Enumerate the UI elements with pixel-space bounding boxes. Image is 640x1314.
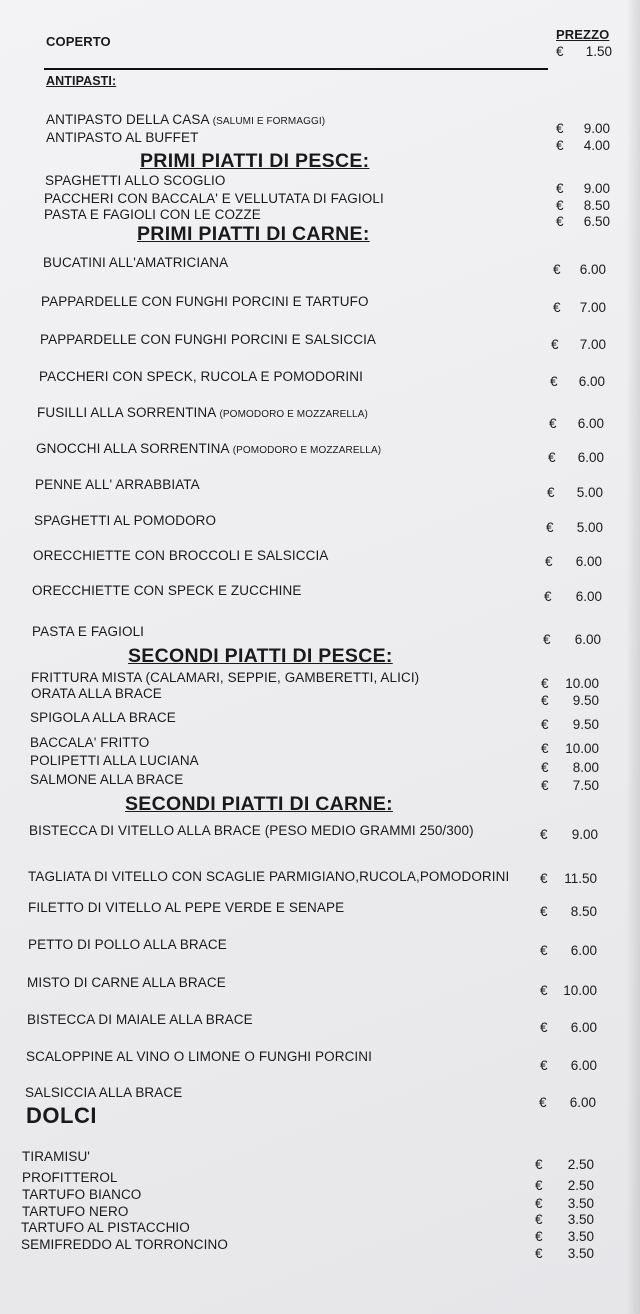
item-currency: € <box>546 520 554 535</box>
item-currency: € <box>540 1058 548 1073</box>
item-price: 4.00 <box>583 138 610 153</box>
menu-item-name: TARTUFO AL PISTACCHIO <box>21 1220 190 1235</box>
menu-item-name <box>41 294 369 309</box>
menu-item-name <box>37 405 368 420</box>
menu-item-name: BISTECCA DI VITELLO ALLA BRACE (PESO MEDIO GRAMMI 250/300) <box>29 823 474 838</box>
item-currency: € <box>535 1196 543 1211</box>
menu-item-name: FRITTURA MISTA (CALAMARI, SEPPIE, GAMBERETTI, ALICI) <box>31 670 420 685</box>
item-price: 6.00 <box>577 416 604 431</box>
item-price: 9.50 <box>572 717 599 732</box>
coperto-currency: € <box>556 44 564 59</box>
item-price: 9.00 <box>571 827 598 842</box>
item-price: 6.00 <box>574 632 601 647</box>
item-price: 3.50 <box>567 1229 594 1244</box>
menu-item-name <box>33 548 328 563</box>
item-price: 6.50 <box>583 214 610 229</box>
item-currency: € <box>541 717 549 732</box>
item-price: 2.50 <box>567 1157 594 1172</box>
item-currency: € <box>541 741 549 756</box>
menu-item-name: ANTIPASTO AL BUFFET <box>46 130 199 145</box>
item-name-text: ORECCHIETTE CON BROCCOLI E SALSICCIA <box>33 548 329 563</box>
item-price: 2.50 <box>567 1178 594 1193</box>
menu-item-name <box>35 477 200 492</box>
item-price: 6.00 <box>575 554 602 569</box>
item-currency: € <box>553 262 561 277</box>
menu-item-name: PETTO DI POLLO ALLA BRACE <box>28 937 227 952</box>
item-price: 6.00 <box>577 450 604 465</box>
item-price: 8.50 <box>570 904 597 919</box>
menu-item-name: POLIPETTI ALLA LUCIANA <box>30 753 199 768</box>
page-edge-shadow <box>626 0 640 1314</box>
menu-item-name: BACCALA' FRITTO <box>30 735 150 750</box>
menu-item-name: PASTA E FAGIOLI CON LE COZZE <box>44 207 261 222</box>
menu-item-name <box>32 624 144 639</box>
item-name-text: PACCHERI CON SPECK, RUCOLA E POMODORINI <box>39 369 363 384</box>
menu-item-name: PROFITTEROL <box>22 1170 118 1185</box>
item-currency: € <box>556 121 564 136</box>
item-currency: € <box>547 485 555 500</box>
menu-item-name <box>36 441 381 456</box>
item-currency: € <box>541 778 549 793</box>
item-price: 5.00 <box>576 520 603 535</box>
menu-item-name <box>34 513 216 528</box>
item-price: 6.00 <box>578 374 605 389</box>
menu-item-name: TIRAMISU' <box>22 1149 90 1164</box>
item-name-text: FUSILLI ALLA SORRENTINA <box>37 405 216 420</box>
item-currency: € <box>541 693 549 708</box>
item-price: 3.50 <box>567 1246 594 1261</box>
item-price: 6.00 <box>579 262 606 277</box>
item-currency: € <box>540 983 548 998</box>
section-heading-secondi-carne: SECONDI PIATTI DI CARNE: <box>125 793 393 815</box>
item-currency: € <box>556 214 564 229</box>
item-currency: € <box>556 198 564 213</box>
item-price: 9.00 <box>583 181 610 196</box>
item-price: 10.00 <box>563 983 597 998</box>
item-currency: € <box>556 181 564 196</box>
item-name-text: PENNE ALL' ARRABBIATA <box>35 477 200 492</box>
section-heading-primi-pesce: PRIMI PIATTI DI PESCE: <box>140 150 370 172</box>
item-price: 9.50 <box>572 693 599 708</box>
item-price: 6.00 <box>575 589 602 604</box>
menu-item-name <box>46 112 325 127</box>
menu-item-name: TARTUFO NERO <box>22 1204 129 1219</box>
item-price: 10.00 <box>565 741 599 756</box>
item-currency: € <box>553 300 561 315</box>
item-name-text: SPAGHETTI AL POMODORO <box>34 513 217 528</box>
item-currency: € <box>543 632 551 647</box>
item-name-text: ORECCHIETTE CON SPECK E ZUCCHINE <box>32 583 302 598</box>
item-name-text: PASTA E FAGIOLI <box>32 624 145 639</box>
menu-item-name: TAGLIATA DI VITELLO CON SCAGLIE PARMIGIANO,RUCOLA,POMODORINI <box>28 869 510 884</box>
menu-item-name: SEMIFREDDO AL TORRONCINO <box>21 1237 228 1252</box>
item-note: (SALUMI E FORMAGGI) <box>212 116 326 127</box>
item-price: 8.50 <box>583 198 610 213</box>
menu-item-name: SPAGHETTI ALLO SCOGLIO <box>45 173 226 188</box>
item-name-text: PAPPARDELLE CON FUNGHI PORCINI E TARTUFO <box>41 294 369 309</box>
item-price: 8.00 <box>572 760 599 775</box>
item-currency: € <box>535 1212 543 1227</box>
section-heading-secondi-pesce: SECONDI PIATTI DI PESCE: <box>128 645 393 667</box>
antipasti-heading: ANTIPASTI: <box>46 74 117 88</box>
item-price: 7.00 <box>579 300 606 315</box>
item-currency: € <box>548 450 556 465</box>
item-currency: € <box>551 337 559 352</box>
item-price: 3.50 <box>567 1212 594 1227</box>
menu-item-name: SALSICCIA ALLA BRACE <box>25 1085 183 1100</box>
section-heading-primi-carne: PRIMI PIATTI DI CARNE: <box>137 223 370 245</box>
item-currency: € <box>535 1229 543 1244</box>
item-price: 11.50 <box>564 871 597 886</box>
item-currency: € <box>535 1178 543 1193</box>
item-price: 7.50 <box>572 778 599 793</box>
menu-item-name <box>43 255 228 270</box>
item-currency: € <box>535 1157 543 1172</box>
item-currency: € <box>540 871 548 886</box>
item-price: 7.00 <box>579 337 606 352</box>
item-name-text: ANTIPASTO DELLA CASA <box>46 112 209 127</box>
menu-item-name: SPIGOLA ALLA BRACE <box>30 710 176 725</box>
item-currency: € <box>544 589 552 604</box>
item-note: (POMODORO E MOZZARELLA) <box>232 445 382 456</box>
item-currency: € <box>556 138 564 153</box>
item-currency: € <box>540 1020 548 1035</box>
menu-item-name: FILETTO DI VITELLO AL PEPE VERDE E SENAPE <box>28 900 345 915</box>
item-price: 3.50 <box>567 1196 594 1211</box>
item-currency: € <box>535 1246 543 1261</box>
menu-item-name: MISTO DI CARNE ALLA BRACE <box>27 975 226 990</box>
item-currency: € <box>545 554 553 569</box>
menu-item-name: TARTUFO BIANCO <box>22 1187 142 1202</box>
coperto-price: 1.50 <box>585 44 612 59</box>
item-currency: € <box>541 760 549 775</box>
prezzo-column-header: PREZZO <box>556 27 610 42</box>
item-note: (POMODORO E MOZZARELLA) <box>219 409 368 420</box>
item-currency: € <box>539 1095 547 1110</box>
menu-item-name: ORATA ALLA BRACE <box>31 686 162 701</box>
item-price: 6.00 <box>570 1020 597 1035</box>
item-price: 6.00 <box>570 1058 597 1073</box>
menu-item-name <box>40 332 376 347</box>
item-name-text: BUCATINI ALL'AMATRICIANA <box>43 255 229 270</box>
item-price: 10.00 <box>565 676 599 691</box>
item-name-text: GNOCCHI ALLA SORRENTINA <box>36 441 229 456</box>
item-currency: € <box>540 904 548 919</box>
item-currency: € <box>540 827 548 842</box>
header-divider <box>44 68 548 70</box>
item-currency: € <box>540 943 548 958</box>
item-currency: € <box>549 416 557 431</box>
item-price: 6.00 <box>570 943 597 958</box>
item-price: 6.00 <box>569 1095 596 1110</box>
menu-item-name <box>32 583 301 598</box>
section-heading-dolci: DOLCI <box>26 1103 97 1128</box>
item-price: 5.00 <box>576 485 603 500</box>
menu-item-name <box>39 369 363 384</box>
item-name-text: PAPPARDELLE CON FUNGHI PORCINI E SALSICCIA <box>40 332 377 347</box>
item-currency: € <box>550 374 558 389</box>
menu-item-name: SCALOPPINE AL VINO O LIMONE O FUNGHI PORCINI <box>26 1049 372 1064</box>
menu-item-name: PACCHERI CON BACCALA' E VELLUTATA DI FAGIOLI <box>44 191 384 206</box>
menu-item-name: SALMONE ALLA BRACE <box>30 772 184 787</box>
coperto-label: COPERTO <box>46 34 111 49</box>
item-currency: € <box>541 676 549 691</box>
menu-item-name: BISTECCA DI MAIALE ALLA BRACE <box>27 1012 253 1027</box>
item-price: 9.00 <box>583 121 610 136</box>
